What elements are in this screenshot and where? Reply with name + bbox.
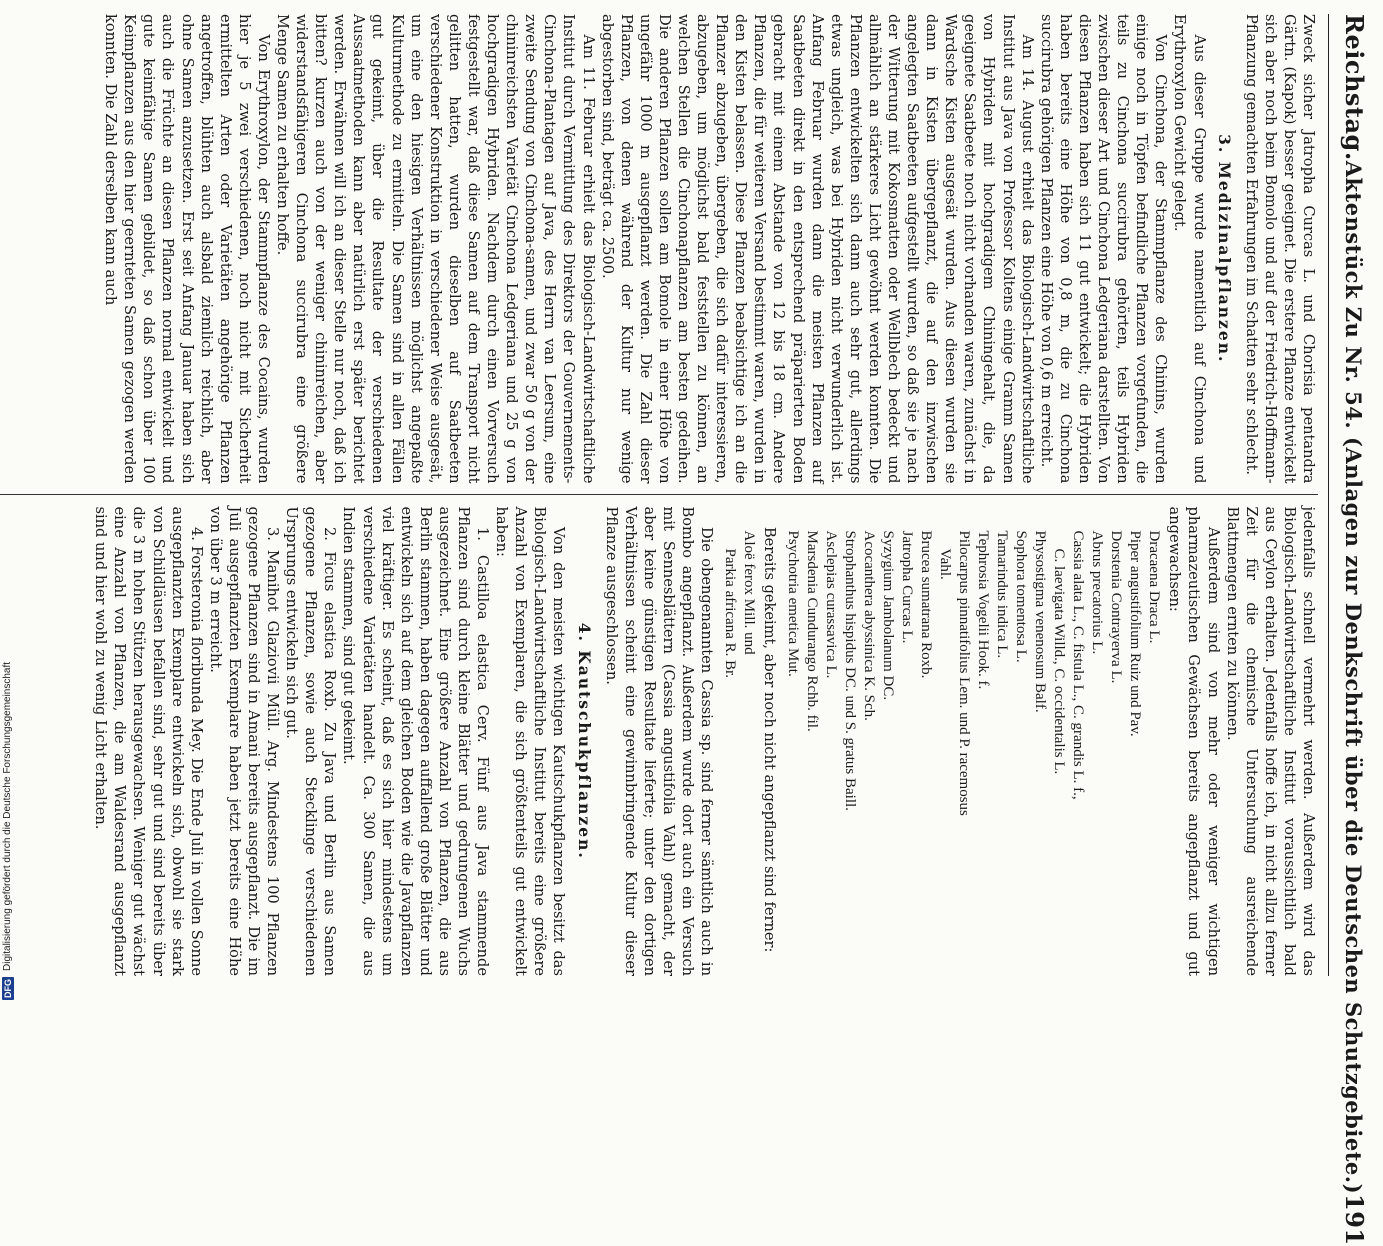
paragraph: Von Erythroxylon, der Stammpflanze des Cocains, wurden hier je 5 zwei verschiedenen, noch nicht mit Sicherheit ermittelten Arten oder Varietäten angehörige Pflanzen angetroffen, blühten auch alsbald ziemlich reichlich, aber ohne Samen anzusetzen. Erst seit Anfang Januar haben sich auch die Früchte an diesen Pflanzen normal entwickelt und gute keimfähige Samen gebildet, so daß schon über 100 Keimpflanzen aus den hier geernteten Samen gezogen werden konnten. Die Zahl derselben kann auch — [102, 14, 272, 484]
plant-list-item: Aloë ferox Mill. und — [741, 530, 758, 655]
paragraph: Von Cinchona, der Stammpflanze des Chinins, wurden einige noch in Töpfen befindliche Pflanzen vorgefunden, die teils zu Cinchona succirubra gehörten, teils Hybriden zwischen dieser Art und Cinchona Ledgeriana darstellten. Von diesen Pflanzen haben sich 11 gut entwickelt; die Hybriden haben bereits eine Höhe von 0,8 m, die zu Cinchona succirubra gehörigen Pflanzen eine Höhe von 0,6 m erreicht. — [1037, 14, 1170, 484]
paragraph: 4. Forsteronia floribunda Mey. Die Ende Juli in vollen Sonne ausgepflanzten Exemplare entwickeln sich, obwohl sie stark von Schildläusen befallen sind, sehr gut und sind bereits über die 3 m hohen Stützen herausgewachsen. Weniger gut wächst eine Anzahl von Pflanzen, die am Waldesrand ausgepflanzt sind und hier wohl zu wenig Licht erhalten. — [92, 506, 205, 976]
paragraph: Außerdem sind von mehr oder weniger wichtigen pharmazeutischen Gewächsen bereits angepflanzt und gut angewachsen: — [1166, 506, 1222, 976]
plant-list-item: Tamarindus indica L. — [994, 530, 1011, 659]
plant-list-item: Strophanthus hispidus DC. und S. gratus Baill. — [842, 530, 859, 811]
paragraph: 2. Ficus elastica Roxb. Zu Java und Berlin aus Samen gezogene Pflanzen, sowie auch Stecklinge verschiedenen Ursprungs entwickeln sich gut. — [283, 506, 339, 976]
footer-credit — [2, 580, 14, 1000]
paragraph: 3. Manihot Glaziovii Müll. Arg. Mindestens 100 Pflanzen gezogene Pflanzen sind in Amani bereits ausgepflanzt. Die im Juli ausgepflanzten Exemplare haben jetzt bereits eine Höhe von über 3 m erreicht. — [206, 506, 282, 976]
right-column — [0, 494, 1318, 977]
plant-list-item: Syzygium Jambolanum DC. — [880, 530, 897, 701]
plant-list-item: Psychotria emetica Mut. — [785, 530, 802, 677]
plant-list-item: Tephrosia Vogelii Hook. f. — [975, 530, 992, 690]
text-columns — [0, 14, 1318, 976]
plant-list — [783, 507, 1163, 977]
paragraph: Von den meisten wichtigen Kautschukpflanzen besitzt das Biologisch-Landwirtschaftliche Institut bereits eine größere Anzahl von Exemplaren, die sich größtenteils gut entwickelt haben: — [493, 506, 568, 976]
plant-list-item: Sophora tomentosa L. — [1013, 530, 1030, 663]
plant-list-item: Vahl. — [937, 548, 954, 580]
plant-list-item: Asclepias curassavica L. — [823, 530, 840, 679]
plant-list-2 — [720, 507, 758, 977]
plant-list-item: Marsdenia Cundurango Rchb. fil. — [804, 530, 821, 732]
plant-list-item: Brucea sumatrana Roxb. — [918, 530, 935, 679]
paragraph: Am 11. Februar erhielt das Biologisch-Landwirtschaftliche Institut durch Vermittlung des Direktors der Gouvernements-Cinchona-Plantagen auf Java, des Herrn van Leersum, eine zweite Sendung von Cinchona-samen, und zwar 50 g von der chininreichsten Varietät Cinchona Ledgeriana und 25 g von hochgradigen Hybriden. Nachdem durch einen Vorversuch festgestellt war, daß diese Samen auf dem Transport nicht gelitten hatten, wurden dieselben auf Saatbeeten verschiedener Konstruktion in verschiedener Weise ausgesät, um eine den hiesigen Verhältnissen möglichst angepaßte Kulturmethode zu ermitteln. Die Samen sind in allen Fällen gut gekeimt, über die Resultate der verschiedenen Aussaatmethoden kann aber natürlich erst später berichtet werden. Erwähnen will ich an dieser Stelle nur noch, daß ich bitten? kurzen auch von der weniger chininreichen, aber widerstandsfähigeren Cinchona succirubra eine größere Menge Samen zu erhalten hoffe. — [274, 14, 597, 484]
plant-list-item: Parkia africana R. Br. — [722, 548, 739, 679]
footer-credit-text: Digitalisierung gefördert durch die Deutsche Forschungsgemeinschaft — [2, 661, 13, 971]
header-rule — [1328, 14, 1329, 976]
paragraph: Zweck sicher Jatropha Curcas L. und Chorisia pentandra Gärtn. (Kapok) besser geeignet. Die erstere Pflanze entwickelt sich aber noch beim Bomolo und auf der Friedrich-Hoffmann-Pflanzung gemachten Erfahrungen im Schatten sehr schlecht. — [1242, 14, 1317, 484]
page-number: 191 — [1340, 1194, 1369, 1246]
paragraph: Die obengenannten Cassia sp. sind ferner sämtlich auch in Bombo angepflanzt. Außerdem wurde dort auch ein Versuch mit Sennesblättern (Cassia angustifolia Vahl) gemacht, der aber keine günstigen Resultate lieferte; unter den dortigen Verhältnissen scheint eine gewinnbringende Kultur dieser Pflanze ausgeschlossen. — [602, 506, 716, 976]
paragraph: Aus dieser Gruppe wurde namentlich auf Cinchona und Erythroxylon Gewicht gelegt. — [1171, 14, 1208, 484]
plant-list-item: Piper angustifolium Ruiz und Pav. — [1127, 530, 1144, 737]
plant-list-item: Abrus precatorius L. — [1089, 530, 1106, 655]
digitization-footer — [0, 0, 16, 1000]
section-heading-medizinalpflanzen: 3. Medizinalpflanzen. — [1214, 134, 1234, 364]
paragraph: Bereits gekeimt, aber noch nicht angepflanzt sind ferner: — [761, 526, 779, 953]
left-column — [0, 14, 1318, 494]
page-header — [1335, 14, 1369, 1246]
plant-list-item: Acocanthera abyssinica K. Sch. — [861, 530, 878, 721]
paragraph: jedenfalls schnell vermehrt werden. Außerdem wird das Biologisch-Landwirtschaftliche Institut voraussichtlich bald aus Ceylon erhalten. Jedenfalls hoffe ich, in nicht allzu ferner Zeit für die chemische Untersuchung ausreichende Blattmengen ernten zu können. — [1223, 506, 1317, 976]
plant-list-item: C. laevigata Willd., C. occidentalis L. — [1051, 548, 1068, 775]
paragraph: Am 14. August erhielt das Biologisch-Landwirtschaftliche Institut aus Java von Professor Koltens einige Gramm Samen von Hybriden mit hochgradigem Chiningehalt, die, da geeignete Saatbeete noch nicht vorhanden waren, zunächst in Wardsche Kisten ausgesät wurden. Aus diesen wurden sie dann in Kisten übergepflanzt, die auf den inzwischen angelegten Saatbeeten aufgestellt wurden, so daß sie je nach der Witterung mit Kokosmatten oder Wellblech bedeckt und allmählich an stärkeres Licht gewöhnt werden konnten. Die Pflanzen entwickelten sich dann auch sehr gut, allerdings etwas ungleich, was bei Hybriden nicht verwunderlich ist. Anfang Februar wurden dann die meisten Pflanzen auf Saatbeeten direkt in den entsprechend präparierten Boden gebracht mit einem Abstande von 12 bis 18 cm. Andere Pflanzen, die für weiteren Versand bestimmt waren, wurden in den Kisten belassen. Diese Pflanzen beabsichtige ich an die Pflanzer abzugeben, übergeben, die sich dafür interessieren, abzugeben, um möglichst bald feststellen zu können, an welchen Stellen die Cinchonapflanzen am besten gedeihen. Die anderen Pflanzen sollen am Bomole in einer Höhe von ungefähr 1000 m ausgepflanzt werden. Die Zahl dieser Pflanzen, von denen während der Kultur nur wenige abgestorben sind, beträgt ca. 2500. — [598, 14, 1036, 484]
plant-list-item: Dracaena Draca L. — [1146, 530, 1163, 644]
plant-list-item: Jatropha Curcas L. — [899, 530, 916, 644]
plant-list-item: Cassia alata L., C. fistula L., C. grandis L. f., — [1070, 530, 1087, 800]
header-title: Aktenstück Zu Nr. 54. (Anlagen zur Denkschrift über die Deutschen Schutzgebiete.) — [1341, 160, 1366, 1195]
plant-list-item: Dorstenia Contrayerva L. — [1108, 530, 1125, 684]
section-heading-kautschukpflanzen: 4. Kautschukpflanzen. — [574, 622, 594, 860]
plant-list-item: Physostigma venenosum Balf. — [1032, 530, 1049, 713]
dfg-logo-icon: DFG — [3, 979, 13, 998]
header-reichstag: Reichstag. — [1340, 14, 1369, 161]
plant-list-item: Pilocarpus pinnatifolius Lem. und P. racemosus — [956, 530, 973, 816]
paragraph: 1. Castilloa elastica Cerv. Fünf aus Java stammende Pflanzen sind durch kleine Blätter und gedrungenen Wuchs ausgezeichnet. Eine größere Anzahl von Pflanzen, die aus Berlin stammen, haben dagegen auffallend große Blätter und entwickeln sich auf dem gleichen Boden wie die Javapflanzen viel kräftiger. Es scheint, daß es sich hier mindestens um verschiedene Varietäten handelt. Ca. 300 Samen, die aus Indien stammen, sind gut gekeimt. — [340, 506, 492, 976]
